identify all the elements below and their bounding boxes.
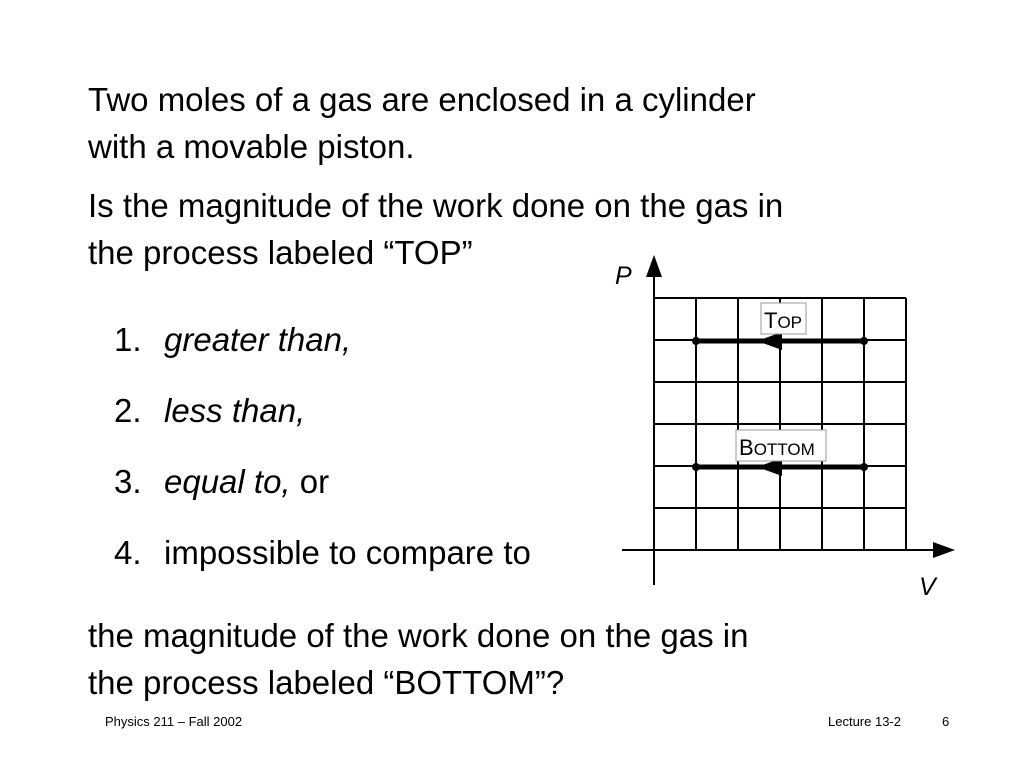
v-axis-arrow [933, 542, 955, 558]
top-process-arrow [757, 332, 782, 350]
footer-course: Physics 211 – Fall 2002 [105, 714, 243, 729]
top-start-point [860, 337, 868, 345]
bottom-label-initial: B [739, 435, 754, 460]
question-intro-line-2: with a movable piston. [88, 128, 415, 165]
option-1-text: greater than, [164, 321, 352, 358]
bottom-label-rest: OTTOM [753, 440, 815, 459]
top-label-initial: T [764, 308, 778, 333]
footer-lecture: Lecture 13-2 [828, 714, 901, 729]
option-4-number: 4. [114, 534, 142, 571]
bottom-end-point [692, 463, 700, 471]
question-end [88, 612, 748, 706]
top-label-rest: OP [777, 313, 803, 332]
option-1-number: 1. [114, 321, 142, 358]
question-main-line-2: the process labeled “TOP” [88, 234, 473, 271]
footer-page-number: 6 [942, 714, 950, 729]
p-axis-arrow [646, 255, 662, 277]
p-axis-label: P [615, 262, 632, 290]
question-end-line-1: the magnitude of the work done on the gas in [88, 617, 749, 654]
top-process [692, 332, 868, 350]
question-end-line-2: the process labeled “BOTTOM”? [88, 664, 565, 701]
question-main-line-1: Is the magnitude of the work done on the gas in [88, 187, 784, 224]
option-2-text: less than, [164, 392, 306, 429]
option-3-text: equal to, [164, 463, 291, 500]
option-3-suffix: or [290, 463, 330, 500]
option-3-number: 3. [114, 463, 142, 500]
top-end-point [692, 337, 700, 345]
option-2-number: 2. [114, 392, 142, 429]
option-4-text: impossible to compare to [164, 534, 531, 571]
v-axis-label: V [919, 573, 936, 601]
bottom-start-point [860, 463, 868, 471]
question-intro-line-1: Two moles of a gas are enclosed in a cylinder [88, 81, 756, 118]
